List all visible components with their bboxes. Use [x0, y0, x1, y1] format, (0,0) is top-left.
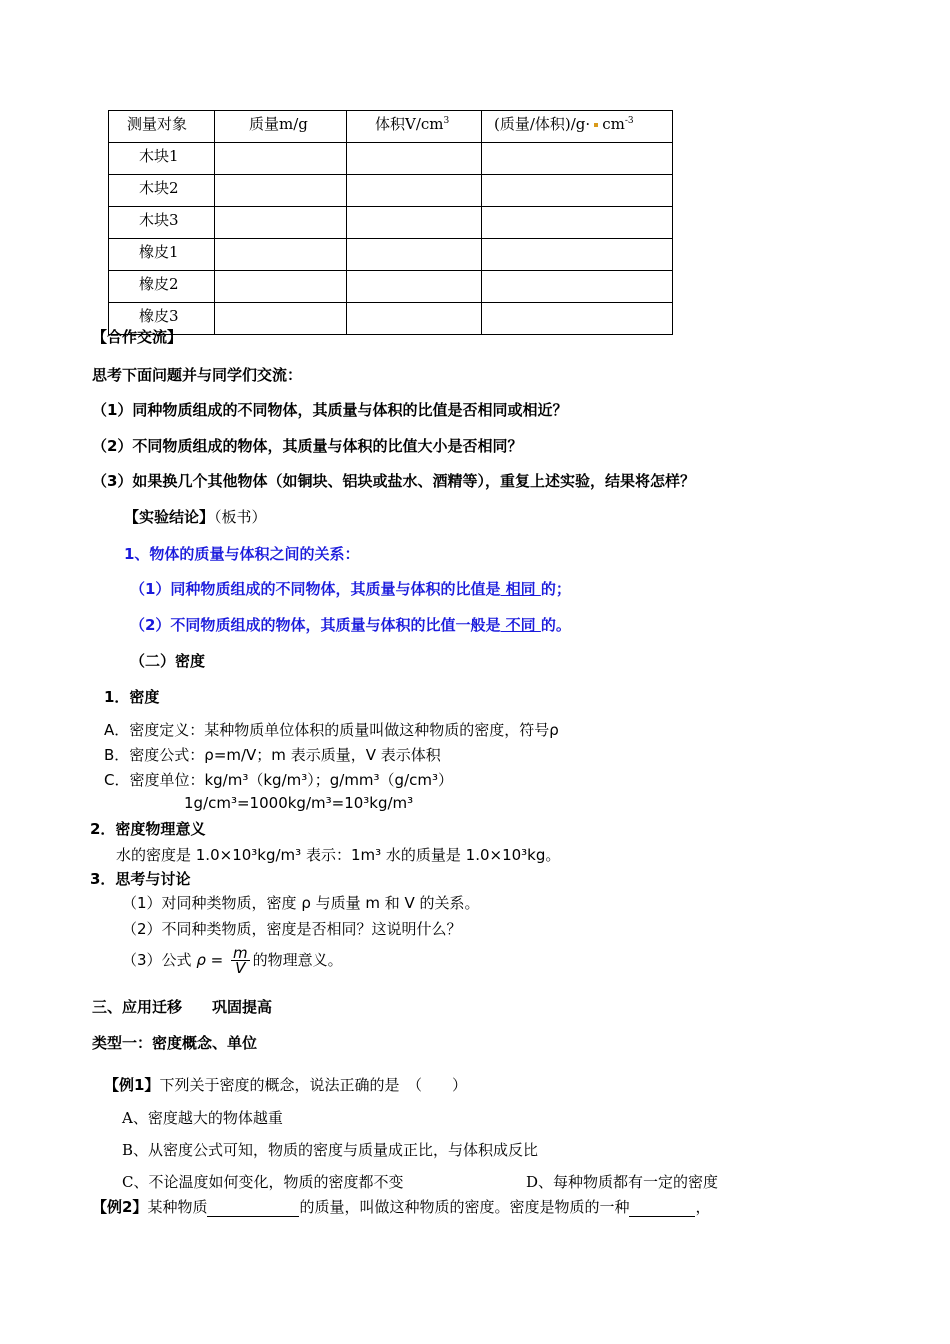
header-volume: 体积$V/cm^3$	[347, 111, 482, 143]
density-unit-conversion: 1g/cm³=1000kg/m³=10³kg/m³	[184, 794, 414, 812]
table-row	[109, 239, 673, 271]
example-1-question: 下列关于密度的概念，说法正确的是 （ ）	[159, 1076, 467, 1094]
table-cell[interactable]	[347, 239, 482, 271]
type-one-heading: 类型一：密度概念、单位	[92, 1034, 258, 1052]
table-cell[interactable]	[215, 207, 347, 239]
table-cell[interactable]	[482, 175, 673, 207]
table-row	[109, 271, 673, 303]
measurement-table	[108, 110, 673, 335]
row-label: 橡皮2	[109, 271, 215, 303]
table-row	[109, 303, 673, 335]
table-row	[109, 175, 673, 207]
table-row	[109, 207, 673, 239]
table-row	[109, 143, 673, 175]
table-cell[interactable]	[347, 175, 482, 207]
formula-rho: ρ =	[196, 951, 224, 969]
table-cell[interactable]	[347, 271, 482, 303]
formula-fraction: $\frac{m}{V}$	[232, 944, 248, 977]
coop-question-1: （1）同种物质组成的不同物体，其质量与体积的比值是否相同或相近？	[92, 401, 568, 419]
density-definition: A．密度定义：某种物质单位体积的质量叫做这种物质的密度，符号ρ	[104, 721, 559, 739]
density-heading-2: 2．密度物理意义	[90, 820, 206, 838]
header-ratio: (质量/体积)$/g\cdot cm^{-3}$	[482, 111, 673, 143]
option-b[interactable]: B、从密度公式可知，物质的密度与质量成正比，与体积成反比	[122, 1141, 539, 1159]
discussion-2: （2）不同种类物质，密度是否相同？这说明什么？	[122, 920, 462, 938]
row-label: 橡皮1	[109, 239, 215, 271]
density-formula: B．密度公式：ρ=m/V；m 表示质量，V 表示体积	[104, 746, 441, 764]
conclusion-point-1: （1）同种物质组成的不同物体，其质量与体积的比值是 相同 的；	[130, 580, 571, 598]
discussion-1: （1）对同种类物质，密度 ρ 与质量 m 和 V 的关系。	[122, 894, 480, 912]
row-label: 木块1	[109, 143, 215, 175]
discussion-3: （3）公式 ρ = $\frac{m}{V}$ 的物理意义。	[122, 944, 343, 977]
table-cell[interactable]	[215, 271, 347, 303]
table-cell[interactable]	[347, 207, 482, 239]
table-cell[interactable]	[347, 143, 482, 175]
coop-question-3: （3）如果换几个其他物体（如铜块、铝块或盐水、酒精等），重复上述实验，结果将怎样？	[92, 472, 695, 490]
density-heading-3: 3．思考与讨论	[90, 870, 191, 888]
option-a[interactable]: A、密度越大的物体越重	[122, 1109, 283, 1127]
table-cell[interactable]	[215, 239, 347, 271]
conclusion-note: （板书）	[214, 508, 267, 526]
answer-different: 不同	[500, 616, 541, 634]
coop-heading: 【合作交流】	[92, 328, 183, 346]
option-c[interactable]: C、不论温度如何变化，物质的密度都不变	[122, 1173, 404, 1191]
table-cell[interactable]	[482, 271, 673, 303]
table-cell[interactable]	[482, 207, 673, 239]
density-section-title: （二）密度	[130, 652, 206, 670]
example-1-tag: 【例1】	[104, 1076, 160, 1094]
blank-field-1[interactable]	[207, 1198, 299, 1217]
ratio-dot-icon	[594, 123, 598, 127]
table-header-row	[109, 111, 673, 143]
row-label: 木块3	[109, 207, 215, 239]
table-cell[interactable]	[215, 175, 347, 207]
conclusion-point-2: （2）不同物质组成的物体，其质量与体积的比值一般是 不同 的。	[130, 616, 571, 634]
option-d[interactable]: D、每种物质都有一定的密度	[526, 1173, 719, 1191]
coop-intro: 思考下面问题并与同学们交流：	[92, 366, 303, 384]
header-mass: 质量m/g	[215, 111, 347, 143]
coop-question-2: （2）不同物质组成的物体，其质量与体积的比值大小是否相同？	[92, 437, 523, 455]
conclusion-heading: 【实验结论】	[124, 508, 215, 526]
conclusion-line	[124, 506, 267, 527]
table-cell[interactable]	[482, 143, 673, 175]
example-2: 【例2】某种物质 的质量，叫做这种物质的密度。密度是物质的一种 ，	[92, 1198, 711, 1216]
conclusion-relation: 1、物体的质量与体积之间的关系：	[124, 545, 360, 563]
density-meaning: 水的密度是 1.0×10³kg/m³ 表示：1m³ 水的质量是 1.0×10³kg。	[116, 846, 561, 864]
table-cell[interactable]	[347, 303, 482, 335]
row-label: 橡皮3	[109, 303, 215, 335]
table-cell[interactable]	[215, 303, 347, 335]
table-cell[interactable]	[482, 239, 673, 271]
header-object: 测量对象	[109, 111, 215, 143]
example-2-tag: 【例2】	[92, 1198, 148, 1216]
table-cell[interactable]	[215, 143, 347, 175]
density-heading-1: 1．密度	[104, 688, 160, 706]
row-label: 木块2	[109, 175, 215, 207]
density-units: C．密度单位：kg/m³（kg/m³）；g/mm³（g/cm³）	[104, 771, 454, 789]
blank-field-2[interactable]	[629, 1198, 695, 1217]
table-cell[interactable]	[482, 303, 673, 335]
example-1	[104, 1074, 467, 1095]
apply-heading: 三、应用迁移 巩固提高	[92, 998, 273, 1016]
answer-same: 相同	[500, 580, 541, 598]
